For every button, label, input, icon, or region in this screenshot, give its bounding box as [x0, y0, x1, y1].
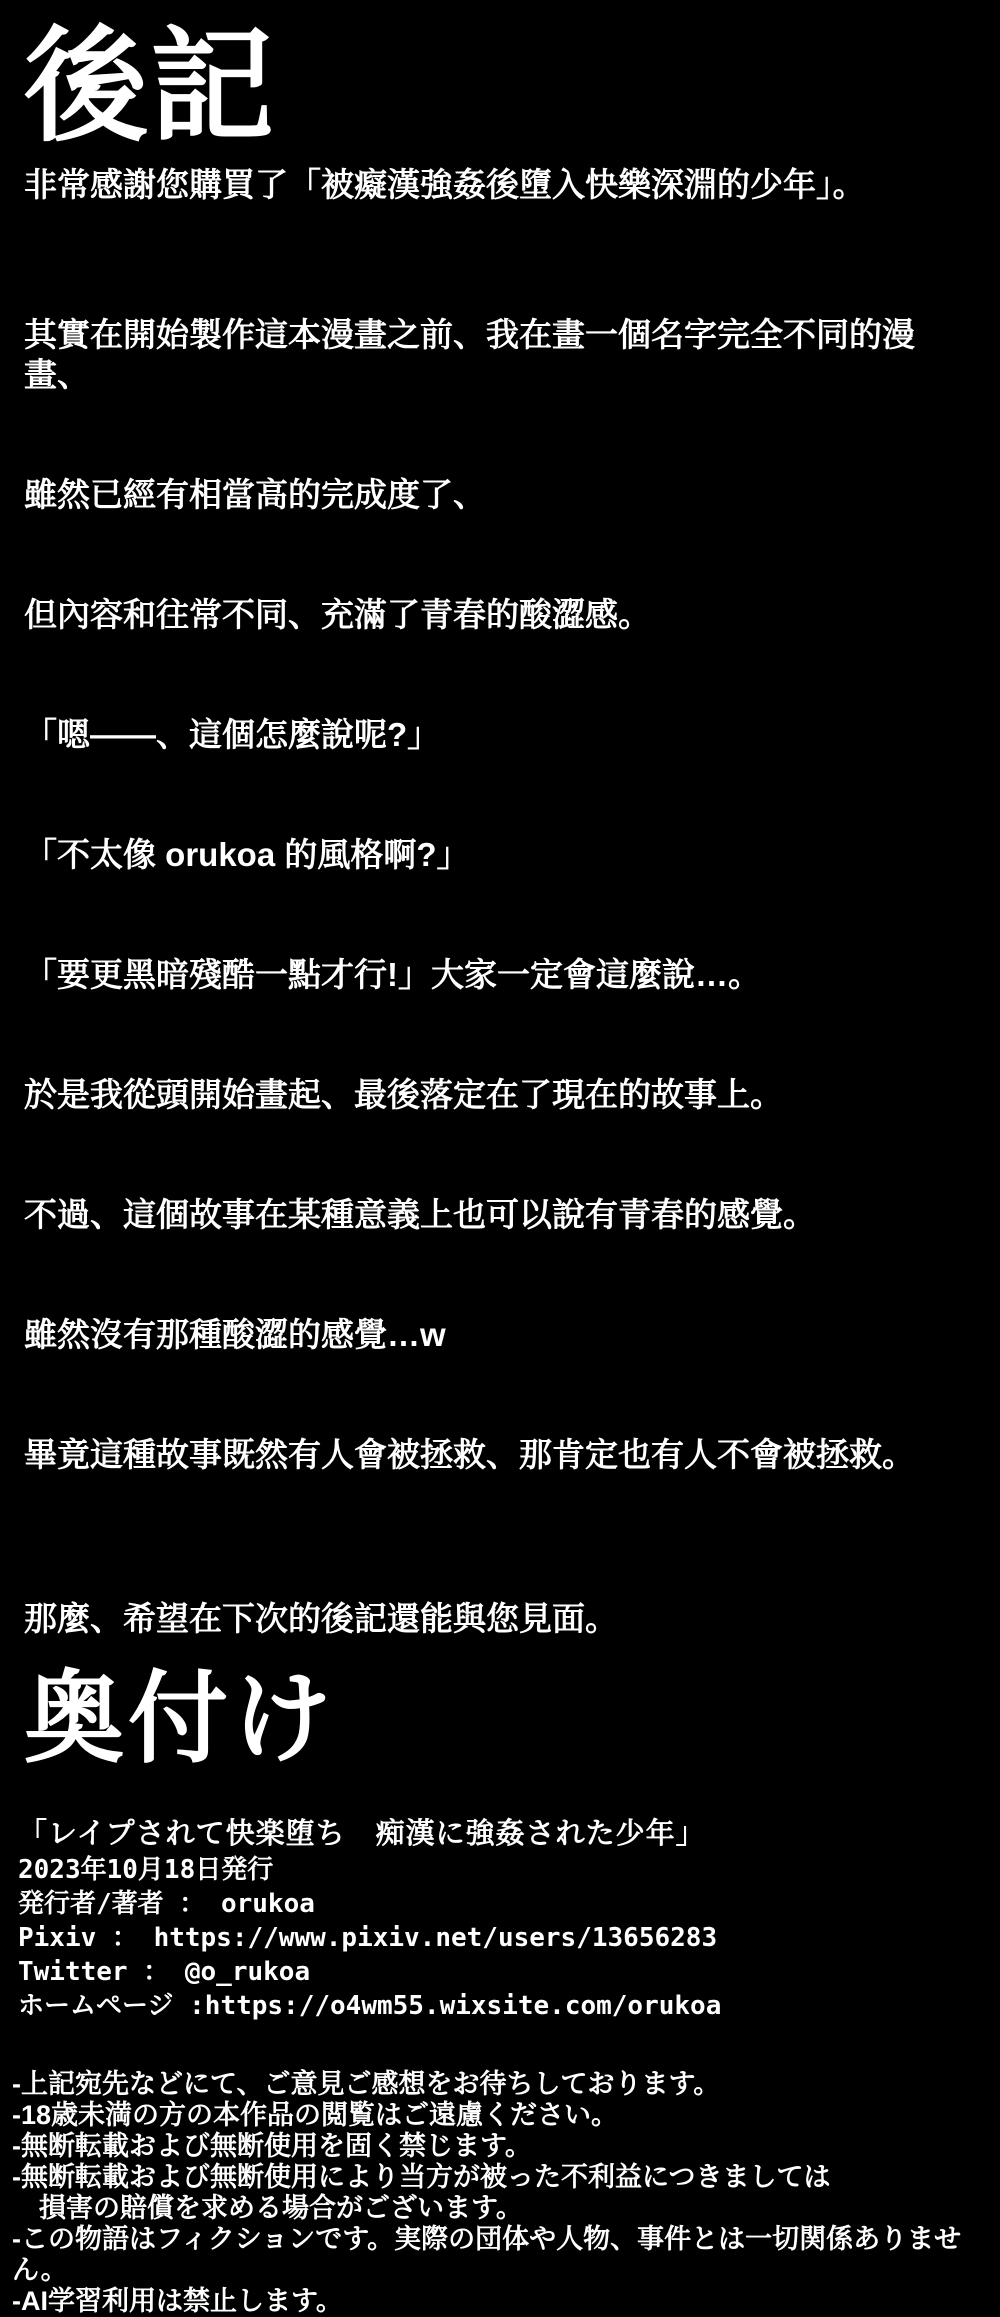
pixiv-url: Pixiv ： https://www.pixiv.net/users/13656283 [18, 1922, 718, 1953]
notice-line: -AI学習利用は禁止します。 [12, 2285, 343, 2316]
body-line: 雖然沒有那種酸澀的感覺…w [24, 1315, 446, 1353]
colophon-block [18, 1815, 980, 2023]
notice-line: -上記宛先などにて、ご意見ご感想をお待ちしております。 [12, 2068, 721, 2099]
thanks-line: 非常感謝您購買了「被癡漢強姦後墮入快樂深淵的少年」。 [24, 165, 866, 203]
homepage-url: ホームページ :https://o4wm55.wixsite.com/orukoa [18, 1990, 722, 2021]
book-title: 「レイプされて快楽堕ち 痴漢に強姦された少年」 [18, 1815, 706, 1850]
afterword-title: 後記 [24, 18, 277, 156]
body-line: 其實在開始製作這本漫畫之前、我在畫一個名字完全不同的漫畫、 [24, 315, 915, 393]
publish-date: 2023年10月18日発行 [18, 1854, 274, 1885]
body-line: 於是我從頭開始畫起、最後落定在了現在的故事上。 [24, 1075, 783, 1113]
body-line: 但內容和往常不同、充滿了青春的酸澀感。 [24, 595, 651, 633]
body-line: 「不太像 orukoa 的風格啊?」 [24, 835, 470, 873]
body-line: 「嗯——、這個怎麼說呢?」 [24, 715, 441, 753]
twitter-handle: Twitter ： @o_rukoa [18, 1956, 311, 1987]
notice-line: 損害の賠償を求める場合がございます。 [12, 2192, 523, 2223]
afterword-body [24, 235, 980, 1555]
notice-line: -無断転載および無断使用により当方が被った不利益につきましては [12, 2161, 831, 2192]
author-line: 発行者/著者 ： orukoa [18, 1888, 315, 1919]
notice-line: -無断転載および無断使用を固く禁じます。 [12, 2130, 532, 2161]
body-line: 雖然已經有相當高的完成度了、 [24, 475, 486, 513]
body-line: 不過、這個故事在某種意義上也可以說有青春的感覺。 [24, 1195, 816, 1233]
notices-block [12, 2069, 980, 2317]
body-line: 「要更黑暗殘酷一點才行!」大家一定會這麼說…。 [24, 955, 761, 993]
closing-line: 那麼、希望在下次的後記還能與您見面。 [24, 1599, 618, 1637]
notice-line: -この物語はフィクションです。実際の団体や人物、事件とは一切関係ありません。 [12, 2223, 962, 2285]
colophon-title: 奥付け [24, 1658, 336, 1777]
notice-line: -18歳未満の方の本作品の閲覧はご遠慮ください。 [12, 2099, 619, 2130]
body-line: 畢竟這種故事既然有人會被拯救、那肯定也有人不會被拯救。 [24, 1435, 915, 1473]
